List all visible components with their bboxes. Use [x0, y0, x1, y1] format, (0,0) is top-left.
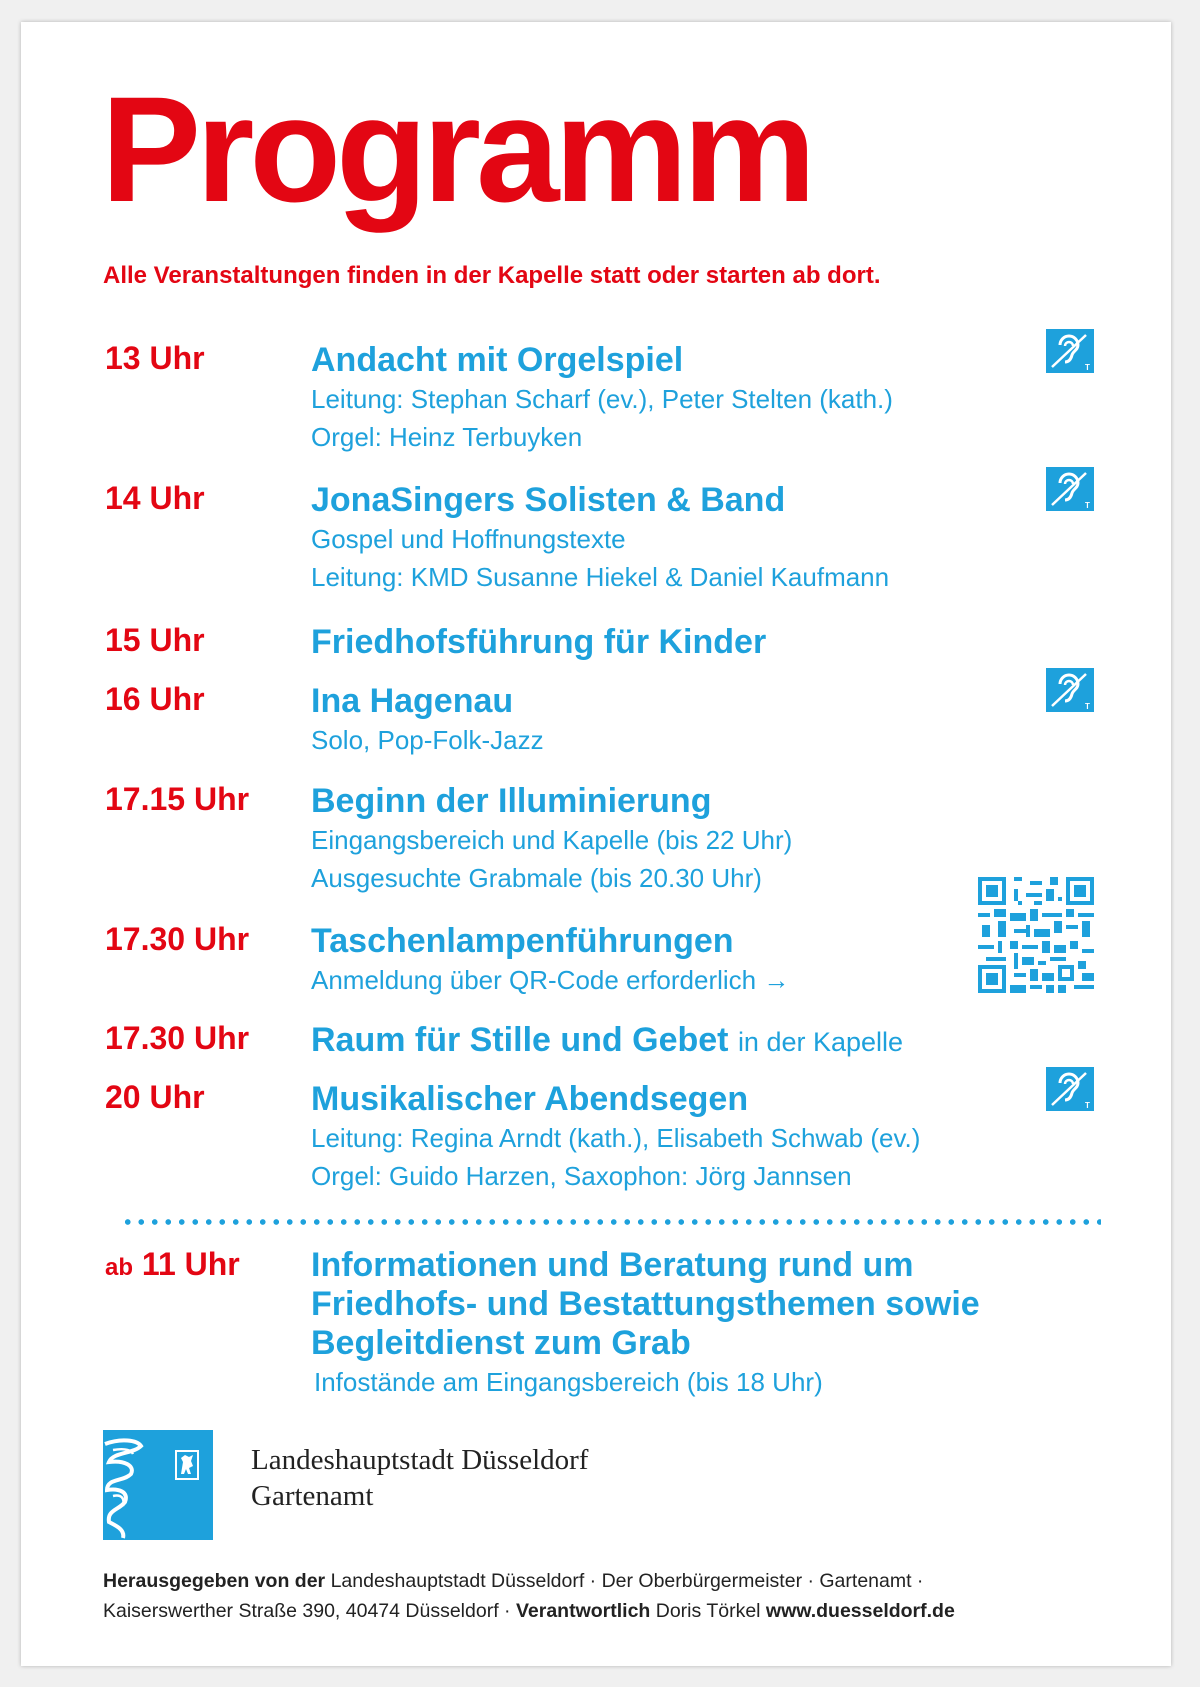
info-time [105, 1246, 240, 1283]
info-title: Informationen und Beratung rund um Friedhofs- und Bestattungsthemen sowie Begleitdienst zum Grab [311, 1246, 980, 1362]
svg-text:T: T [1085, 363, 1090, 372]
event-time: 20 Uhr [105, 1079, 205, 1115]
imprint-label-published: Herausgegeben von der [103, 1570, 326, 1592]
event-detail: Gospel und Hoffnungstexte [311, 524, 626, 554]
event-time: 13 Uhr [105, 340, 205, 376]
event-time: 17.30 Uhr [105, 1020, 250, 1056]
hearing-loop-icon [1046, 1067, 1094, 1111]
imprint-line1 [103, 1566, 1143, 1596]
event-time: 15 Uhr [105, 622, 205, 658]
event-time: 17.15 Uhr [105, 781, 250, 817]
event-time: 16 Uhr [105, 681, 205, 717]
event-detail: Solo, Pop-Folk-Jazz [311, 725, 544, 755]
organization-name [251, 1442, 588, 1514]
event-detail: Eingangsbereich und Kapelle (bis 22 Uhr) [311, 825, 793, 855]
event-title [311, 1020, 1111, 1062]
hearing-loop-icon [1046, 467, 1094, 511]
event-title: Andacht mit Orgelspiel [311, 341, 684, 379]
event-time: 14 Uhr [105, 480, 205, 516]
page-title: Programm [101, 65, 812, 233]
event-title: Taschenlampenführungen [311, 922, 734, 960]
event-title: Friedhofsführung für Kinder [311, 623, 767, 661]
event-title: Beginn der Illuminierung [311, 782, 712, 820]
event-title: JonaSingers Solisten & Band [311, 481, 786, 519]
hearing-loop-icon [1046, 329, 1094, 373]
organization-line1: Landeshauptstadt Düsseldorf [251, 1444, 589, 1476]
info-time-value: 11 Uhr [141, 1246, 240, 1282]
event-title-text: Raum für Stille und Gebet [311, 1021, 729, 1059]
info-time-prefix: ab [105, 1254, 134, 1281]
event-title-suffix: in der Kapelle [737, 1027, 904, 1057]
imprint-website-link[interactable]: www.duesseldorf.de [765, 1600, 955, 1622]
organization-line2: Gartenamt [251, 1480, 374, 1512]
duesseldorf-lion-logo [103, 1430, 213, 1540]
imprint-label-responsible: Verantwortlich [515, 1600, 651, 1622]
svg-text:T: T [1085, 702, 1090, 711]
imprint-line2 [103, 1596, 1143, 1626]
hearing-loop-icon [1046, 668, 1094, 712]
event-detail: Orgel: Guido Harzen, Saxophon: Jörg Jannsen [311, 1161, 852, 1191]
info-detail: Infostände am Eingangsbereich (bis 18 Uhr) [314, 1367, 823, 1397]
svg-text:T: T [1085, 501, 1090, 510]
event-detail: Leitung: Stephan Scharf (ev.), Peter Stelten (kath.) [311, 384, 893, 414]
qr-code-icon[interactable] [978, 877, 1094, 993]
event-title: Musikalischer Abendsegen [311, 1080, 749, 1118]
page-subtitle: Alle Veranstaltungen finden in der Kapelle statt oder starten ab dort. [103, 262, 881, 289]
event-detail: Leitung: Regina Arndt (kath.), Elisabeth Schwab (ev.) [311, 1123, 921, 1153]
imprint-address: Kaiserswerther Straße 390, 40474 Düsseldorf · [103, 1600, 511, 1622]
imprint [103, 1566, 1143, 1626]
svg-text:T: T [1085, 1101, 1090, 1110]
event-time: 17.30 Uhr [105, 921, 250, 957]
event-title: Ina Hagenau [311, 682, 514, 720]
dotted-divider [121, 1219, 1101, 1225]
event-detail: Ausgesuchte Grabmale (bis 20.30 Uhr) [311, 863, 762, 893]
event-detail: Leitung: KMD Susanne Hiekel & Daniel Kaufmann [311, 562, 890, 592]
event-detail: Anmeldung über QR-Code erforderlich → [311, 965, 790, 995]
imprint-publisher: Landeshauptstadt Düsseldorf · Der Oberbürgermeister · Gartenamt · [330, 1570, 924, 1592]
event-detail: Orgel: Heinz Terbuyken [311, 422, 583, 452]
program-poster [21, 22, 1171, 1666]
imprint-responsible-name: Doris Törkel [655, 1600, 761, 1622]
